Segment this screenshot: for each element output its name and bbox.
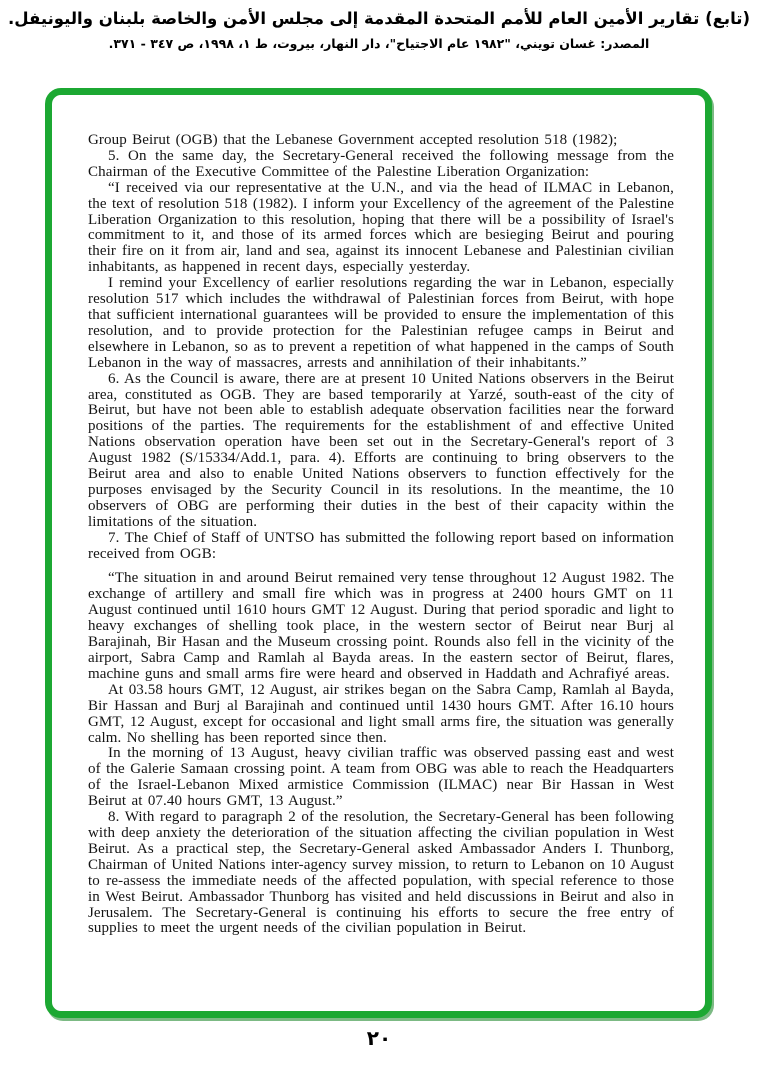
paragraph-8: 8. With regard to paragraph 2 of the resolution, the Secretary-General has been following with deep anxiety the deterioration of the situation affecting the civilian population in West Beirut. As a practical step, the Secretary-General asked Ambassador Anders I. Thunborg, Chairman of United Nations inter-agency survey mission, to return to Lebanon on 10 August to re-assess the immediate needs of the affected population, with special reference to those in West Beirut. Ambassador Thunborg has visited and held discussions in Beirut and also in Jerusalem. The Secretary-General is continuing his efforts to secure the free entry of supplies to meet the urgent needs of the civilian population in Beirut. xyxy=(88,809,674,937)
paragraph-plo-message-2: I remind your Excellency of earlier resolutions regarding the war in Lebanon, especially resolution 517 which includes the withdrawal of Palestinian forces from Beirut, with hope that sufficient international guarantees will be provided to ensure the implementation of this resolution, and to provide protection for the Palestinian refugee camps in Beirut and elsewhere in Lebanon, so as to prevent a repetition of what happened in the camps of South Lebanon in the way of massacres, arrests and annihilation of their inhabitants.” xyxy=(88,275,674,371)
paragraph-7: 7. The Chief of Staff of UNTSO has submitted the following report based on information received from OGB: xyxy=(88,529,674,562)
paragraph-ogb-report-2: At 03.58 hours GMT, 12 August, air strikes began on the Sabra Camp, Ramlah al Bayda, Bir Hassan and Burj al Barajinah and continued until 1430 hours GMT. After 16.10 hours GMT, 12 August, except for occasional and light small arms fire, the situation was generally calm. No shelling has been reported since then. xyxy=(88,681,674,746)
document-frame xyxy=(45,88,712,1018)
page-number: ٢٠ xyxy=(366,1026,392,1050)
paragraph-plo-message-1: “I received via our representative at the U.N., and via the head of ILMAC in Lebanon, the text of resolution 518 (1982). I inform your Excellency of the agreement of the Palestine Liberation Organization to this resolution, hoping that there will be a possibility of Israel's commitment to it, and those of its armed forces which are besieging Beirut and pouring their fire on it from air, land and sea, against its innocent Lebanese and Palestinian civilian inhabitants, as happened in recent days, especially yesterday. xyxy=(88,179,674,276)
paragraph-5: 5. On the same day, the Secretary-General received the following message from the Chairman of the Executive Committee of the Palestine Liberation Organization: xyxy=(88,147,674,180)
paragraph-ogb-report-3: In the morning of 13 August, heavy civilian traffic was observed passing east and west of the Galerie Samaan crossing point. A team from OBG was able to reach the Headquarters of the Israel-Lebanon Mixed armistice Commission (ILMAC) near Bir Hassan in West Beirut at 07.40 hours GMT, 13 August.” xyxy=(88,745,674,810)
paragraph-continuation: Group Beirut (OGB) that the Lebanese Government accepted resolution 518 (1982); xyxy=(88,132,618,148)
arabic-header xyxy=(0,6,758,54)
header-title-arabic: (تابع) تقارير الأمين العام للأمم المتحدة المقدمة إلى مجلس الأمن والخاصة بلبنان واليونيفل. xyxy=(7,9,751,28)
paragraph-6: 6. As the Council is aware, there are at present 10 United Nations observers in the Beirut area, constituted as OGB. They are based temporarily at Yarzé, south-east of the city of Beirut, but have not been able to establish adequate observation facilities near the forward positions of the parties. The requirements for the establishment of and effective United Nations observation operation have been set out in the Secretary-General's report of 3 August 1982 (S/15334/Add.1, para. 4). Efforts are continuing to bring observers to the Beirut area and also to enable United Nations observers to function effectively for the purposes envisaged by the Security Council in its resolutions. In the meantime, the 10 observers of OBG are performing their duties in the best of their capacity within the limitations of the situation. xyxy=(88,370,674,530)
paragraph-ogb-report-1: “The situation in and around Beirut remained very tense throughout 12 August 1982. The exchange of artillery and small fire which was in progress at 2400 hours GMT on 11 August continued until 1610 hours GMT 12 August. During that period sporadic and light to heavy exchanges of shelling took place, in the western sector of Beirut near Burj al Barajinah, Bir Hasan and the Museum crossing point. Rounds also fell in the vicinity of the airport, Sabra Camp and Ramlah al Bayda areas. In the eastern sector of Beirut, flares, machine guns and small arms fire were heard and observed in Haddath and Achrafiyé areas. xyxy=(88,570,674,682)
header-source-citation-arabic: المصدر: غسان تويني، "١٩٨٢ عام الاجتياح"، دار النهار، بيروت، ط ١، ١٩٩٨، ص ٣٤٧ - ٣٧١. xyxy=(108,36,650,51)
